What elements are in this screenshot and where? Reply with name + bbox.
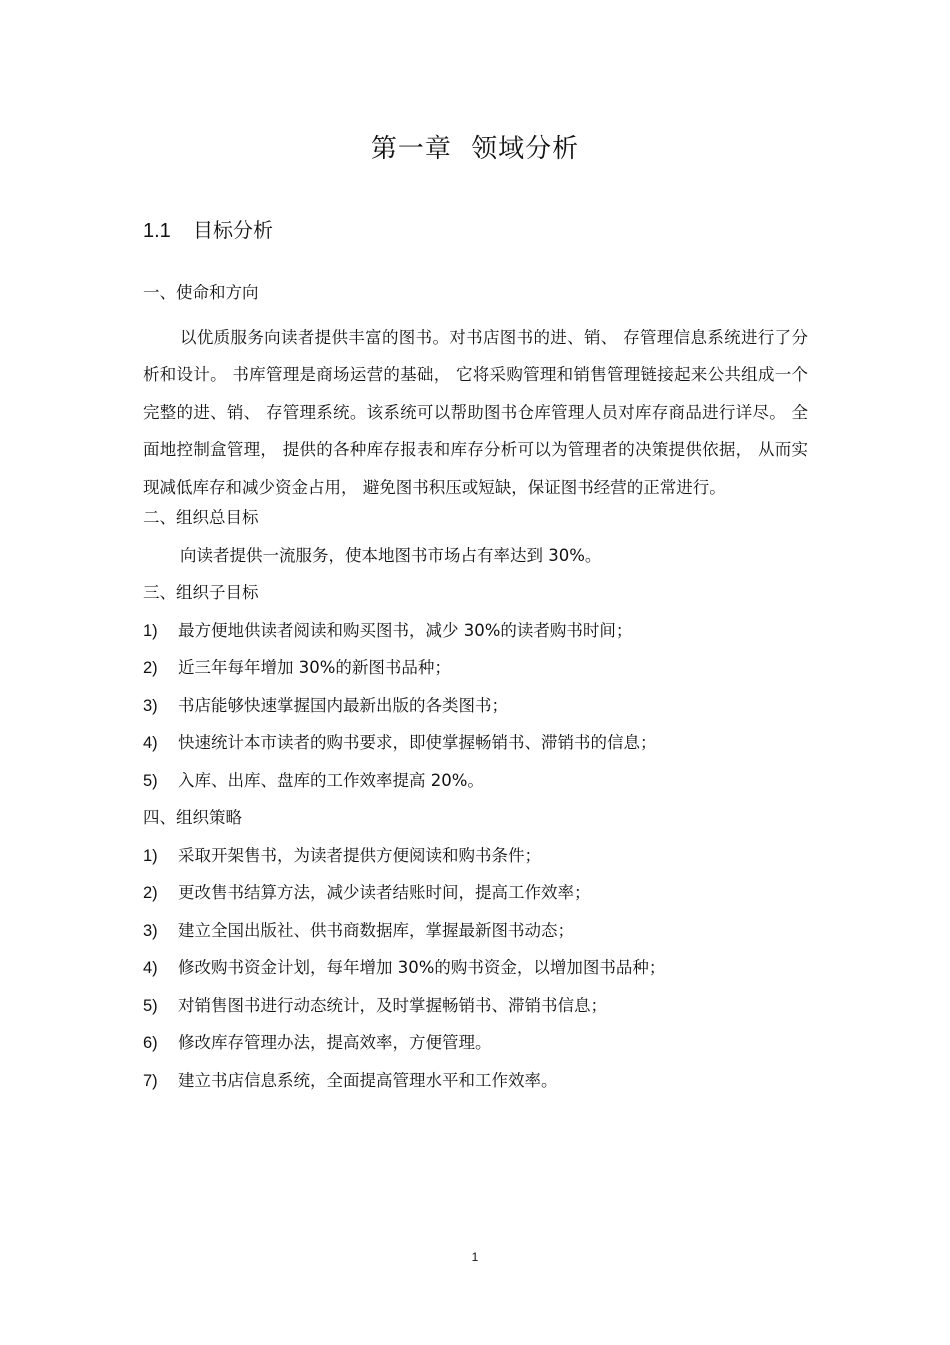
- list-item-number: 1): [143, 846, 158, 865]
- list-item-text: 建立全国出版社、供书商数据库，掌握最新图书动态；: [178, 920, 574, 940]
- list-item-number: 2): [143, 659, 158, 677]
- list-item: [143, 619, 808, 657]
- section-title-text: 目标分析: [193, 218, 273, 242]
- list-item-text: 对销售图书进行动态统计，及时掌握畅销书、滞销书信息；: [178, 995, 607, 1015]
- list-item-text: 快速统计本市读者的购书要求，即使掌握畅销书、滞销书的信息；: [178, 733, 657, 752]
- list-item-number: 3): [143, 696, 158, 715]
- list-item: [143, 731, 808, 769]
- document-body: [143, 281, 808, 1106]
- list-item-number: 2): [143, 884, 158, 902]
- list-item-number: 4): [143, 959, 158, 977]
- section-title: [143, 214, 273, 243]
- list-item: [143, 656, 808, 694]
- sub-goals-heading: 三、组织子目标: [143, 583, 259, 602]
- list-item-number: 7): [143, 1071, 158, 1090]
- list-item-text: 建立书店信息系统，全面提高管理水平和工作效率。: [178, 1070, 558, 1090]
- list-item-text: 采取开架售书，为读者提供方便阅读和购书条件；: [178, 845, 541, 865]
- list-item-text: 最方便地供读者阅读和购买图书，减少 30%的读者购书时间；: [178, 620, 633, 640]
- list-item-number: 3): [143, 921, 158, 940]
- chapter-title: 第一章 领域分析: [370, 134, 580, 164]
- overall-goal-heading: 二、组织总目标: [143, 508, 259, 527]
- list-item: [143, 844, 808, 882]
- list-item: [143, 956, 808, 994]
- page-number: 1: [471, 1250, 479, 1264]
- list-item: [143, 881, 808, 919]
- list-item-text: 修改库存管理办法，提高效率，方便管理。: [178, 1033, 492, 1052]
- list-item-text: 近三年每年增加 30%的新图书品种；: [178, 658, 451, 677]
- list-item-number: 6): [143, 1034, 158, 1052]
- list-item-number: 5): [143, 771, 158, 790]
- list-item: [143, 994, 808, 1032]
- strategies-heading: 四、组织策略: [143, 808, 242, 827]
- mission-paragraph: 以优质服务向读者提供丰富的图书。对书店图书的进、销、 存管理信息系统进行了分析和设计。 书库管理是商场运营的基础， 它将采购管理和销售管理链接起来公共组成一个完整的进、销、 存管理系统。该系统可以帮助图书仓库管理人员对库存商品进行详尽。 全面地控制盒管理， 提供的各种库存报表和库存分析可以为管理者的决策提供依据， 从而实现减低库存和减少资金占用， 避免图书积压或短缺，保证图书经营的正常进行。: [143, 327, 808, 497]
- list-item: [143, 1069, 808, 1107]
- list-item-number: 5): [143, 996, 158, 1015]
- mission-heading: 一、使命和方向: [143, 283, 259, 302]
- list-item: [143, 1031, 808, 1069]
- list-item-text: 更改售书结算方法，减少读者结账时间，提高工作效率；: [178, 883, 591, 902]
- list-item-text: 修改购书资金计划，每年增加 30%的购书资金，以增加图书品种；: [178, 958, 666, 977]
- list-item: [143, 919, 808, 957]
- list-item-number: 1): [143, 621, 158, 640]
- list-item-number: 4): [143, 734, 158, 752]
- section-number: 1.1: [143, 220, 171, 242]
- list-item-text: 入库、出库、盘库的工作效率提高 20%。: [178, 770, 484, 790]
- overall-goal-text: 向读者提供一流服务，使本地图书市场占有率达到 30%。: [180, 545, 602, 565]
- list-item-text: 书店能够快速掌握国内最新出版的各类图书；: [178, 695, 508, 715]
- list-item: [143, 769, 808, 807]
- list-item: [143, 694, 808, 732]
